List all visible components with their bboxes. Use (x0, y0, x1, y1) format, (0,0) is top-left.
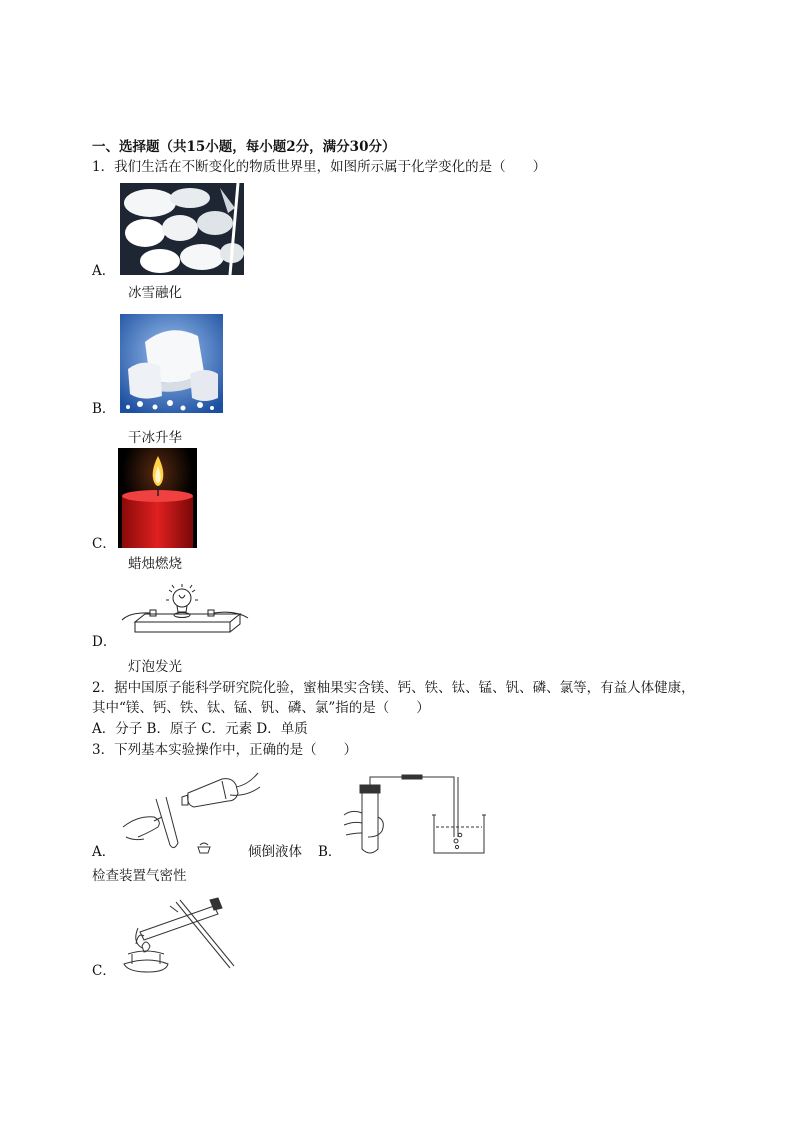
question-3-stem: 3．下列基本实验操作中，正确的是（ ） (92, 742, 358, 758)
q3-option-b-letter: B． (318, 844, 342, 860)
q1-option-d-caption: 灯泡发光 (128, 659, 182, 675)
dry-ice-image (120, 314, 223, 413)
burning-candle-image (118, 448, 197, 548)
dry-ice-illustration (120, 314, 223, 413)
q1-option-c-caption: 蜡烛燃烧 (128, 556, 182, 572)
question-2-options: A．分子 B．原子 C．元素 D．单质 (92, 721, 308, 737)
q3-option-b-caption: 检查装置气密性 (92, 868, 187, 884)
question-1-stem: 1．我们生活在不断变化的物质世界里，如图所示属于化学变化的是（ ） (92, 159, 547, 175)
light-bulb-image (120, 582, 250, 646)
question-2-stem-line-1: 2．据中国原子能科学研究院化验，蜜柚果实含镁、钙、铁、钛、锰、钒、磷、氯等，有益人体健康， (92, 680, 695, 696)
q3-option-c-letter: C． (92, 963, 116, 979)
airtightness-check-illustration (342, 773, 492, 857)
heating-test-tube-illustration (118, 892, 240, 974)
q3-option-a-letter: A． (92, 844, 116, 860)
pouring-liquid-illustration (118, 765, 268, 857)
q1-option-b-letter: B． (92, 401, 116, 417)
q1-option-a-caption: 冰雪融化 (128, 285, 182, 301)
q1-option-a-letter: A． (92, 263, 116, 279)
snow-melting-illustration (120, 183, 244, 275)
candle-illustration (118, 448, 197, 548)
airtightness-check-image (342, 773, 492, 857)
section-title: 一、选择题（共15小题，每小题2分，满分30分） (92, 139, 396, 155)
snow-melting-image (120, 183, 244, 275)
light-bulb-circuit-illustration (120, 582, 250, 646)
pouring-liquid-image (118, 765, 268, 857)
q1-option-d-letter: D． (92, 634, 117, 650)
q1-option-b-caption: 干冰升华 (128, 430, 182, 446)
question-2-stem-line-2: 其中“镁、钙、铁、钛、锰、钒、磷、氯”指的是（ ） (92, 700, 430, 716)
q1-option-c-letter: C． (92, 536, 116, 552)
q3-option-a-caption: 倾倒液体 (248, 844, 302, 860)
heating-test-tube-image (118, 892, 240, 974)
